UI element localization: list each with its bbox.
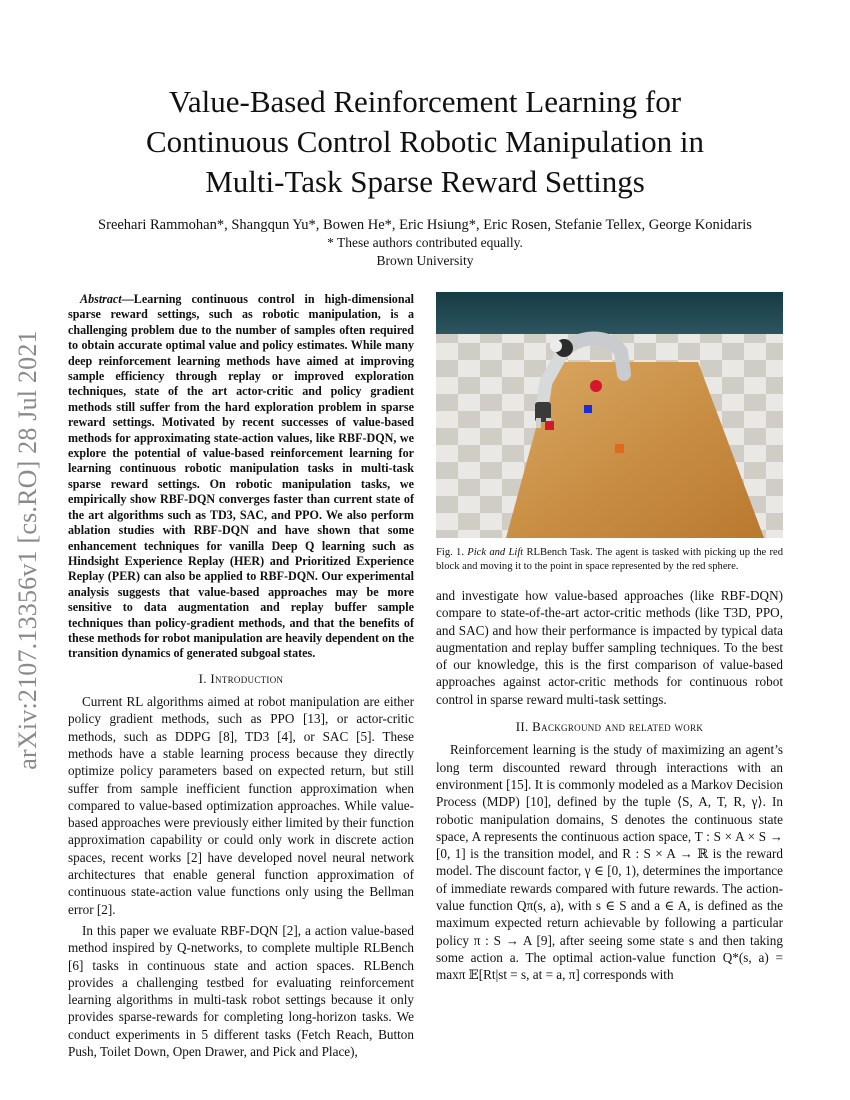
red-block — [545, 421, 554, 430]
figure-caption-text: RLBench Task. The agent is tasked with picking up the red block and moving it to the point in space represented by the red sphere. — [436, 547, 783, 572]
blue-block — [584, 405, 592, 413]
background-wall — [436, 292, 783, 334]
red-target-sphere — [590, 380, 602, 392]
abstract-label: Abstract — [80, 292, 122, 306]
figure-caption-task: Pick and Lift — [467, 547, 524, 558]
right-column — [436, 292, 783, 988]
intro-continuation: and investigate how value-based approaches (like RBF-DQN) compare to state-of-the-art actor-critic methods (like T3D, PPO, and SAC) and how their performance is impacted by typical data augmentation and replay buffer sampling techniques. To the best of our knowledge, this is the first comparison of value-based approaches against actor-critic methods for continuous robot control in sparse reward multi-task settings. — [436, 588, 783, 707]
abstract — [68, 292, 414, 662]
intro-paragraph-1: Current RL algorithms aimed at robot manipulation are either policy gradient methods, such as PPO [13], or actor-critic methods, such as DDPG [8], TD3 [4], or SAC [5]. These methods have a stable learning process because they directly optimize policy parameters based on expected return, but still suffer from sample inefficient function approximation when compared to value-based optimization approaches. While value-based approaches were previously either limited by their function approximation capability or could only work in discrete action spaces, recent works [2] have developed novel neural network architectures that enable general function approximation of continuous state-action value functions only using the Bellman error [2]. — [68, 694, 414, 917]
equal-contribution-note: * These authors contributed equally. — [327, 235, 523, 250]
left-column — [68, 292, 414, 1064]
section-heading-introduction — [68, 670, 414, 687]
arxiv-side-stamp — [6, 305, 50, 795]
figure-label: Fig. 1. — [436, 547, 464, 558]
title-line-2: Continuous Control Robotic Manipulation in — [146, 124, 704, 159]
robot-scene-image — [436, 292, 783, 538]
figure-robot-scene — [436, 292, 783, 538]
section-number: II. — [515, 719, 529, 735]
abstract-text: Learning continuous control in high-dimensional sparse reward settings, such as robotic manipulation, is a challenging problem due to the number of samples often required to obtain accurate optimal value and policy estimates. While many deep reinforcement learning methods have aimed at improving sample efficiency through replay or improved exploration techniques, state of the art actor-critic and policy gradient methods still suffer from the hard exploration problem in sparse reward settings. Motivated by recent successes of value-based methods for approximating state-action values, like RBF-DQN, we explore the potential of value-based reinforcement learning for learning continuous robotic manipulation tasks in multi-task sparse reward settings. On robotic manipulation tasks, we empirically show RBF-DQN converges faster than current state of the art algorithms such as TD3, SAC, and PPO. We also perform ablation studies with RBF-DQN and have shown that some enhancement techniques for vanilla Deep Q learning such as Hindsight Experience Replay (HER) and Prioritized Experience Replay (PER) can also be applied to RBF-DQN. Our experimental analysis suggests that value-based approaches may be more sensitive to data augmentation and replay buffer sample techniques than policy-gradient methods, and that the benefits of these methods for robot manipulation are heavily dependent on the transition dynamics of generated subgoal states. — [68, 292, 414, 661]
paper-title — [90, 82, 760, 202]
intro-paragraph-2: In this paper we evaluate RBF-DQN [2], a action value-based method inspired by Q-networks, to complete multiple RLBench [6] tasks in continuous state and action spaces. RLBench provides a challenging testbed for evaluating reinforcement learning algorithms in multi-task robot settings because it only provides sparse-rewards for completing long-horizon tasks. We conduct experiments in 5 different tasks (Fetch Reach, Button Push, Toilet Down, Open Drawer, and Pick and Place), — [68, 922, 414, 1059]
orange-block — [615, 444, 624, 453]
institution: Brown University — [376, 253, 474, 268]
author-list: Sreehari Rammohan*, Shangqun Yu*, Bowen He*, Eric Hsiung*, Eric Rosen, Stefanie Tellex, George Konidaris — [98, 217, 752, 233]
title-line-3: Multi-Task Sparse Reward Settings — [205, 164, 645, 199]
section-heading-background — [436, 718, 783, 735]
arxiv-identifier: arXiv:2107.13356v1 [cs.RO] 28 Jul 2021 — [13, 330, 42, 770]
section-title: Introduction — [210, 670, 284, 686]
section-number: I. — [198, 670, 207, 686]
section-title: Background and related work — [532, 719, 704, 735]
abstract-dash: — — [121, 292, 134, 306]
title-line-1: Value-Based Reinforcement Learning for — [168, 84, 682, 119]
figure-caption — [436, 546, 783, 573]
background-paragraph: Reinforcement learning is the study of maximizing an agent’s long term discounted reward through interactions with an environment [15]. It is commonly modeled as a Markov Decision Process (MDP) [10], defined by the tuple ⟨S, A, T, R, γ⟩. In robotic manipulation domains, S denotes the continuous state space, A represents the continuous action space, T : S × A × S → [0, 1] is the transition model, and R : S × A → ℝ is the reward model. The discount factor, γ ∈ [0, 1), determines the importance of immediate rewards compared with future rewards. The action-value function Qπ(s, a), with s ∈ S and a ∈ A, is defined as the maximum expected return achievable by following a particular policy π : S → A [9], after seeing some state s and then taking some action a. The optimal action-value function Q*(s, a) = maxπ 𝔼[Rt|st = s, at = a, π] corresponds with — [436, 742, 783, 983]
